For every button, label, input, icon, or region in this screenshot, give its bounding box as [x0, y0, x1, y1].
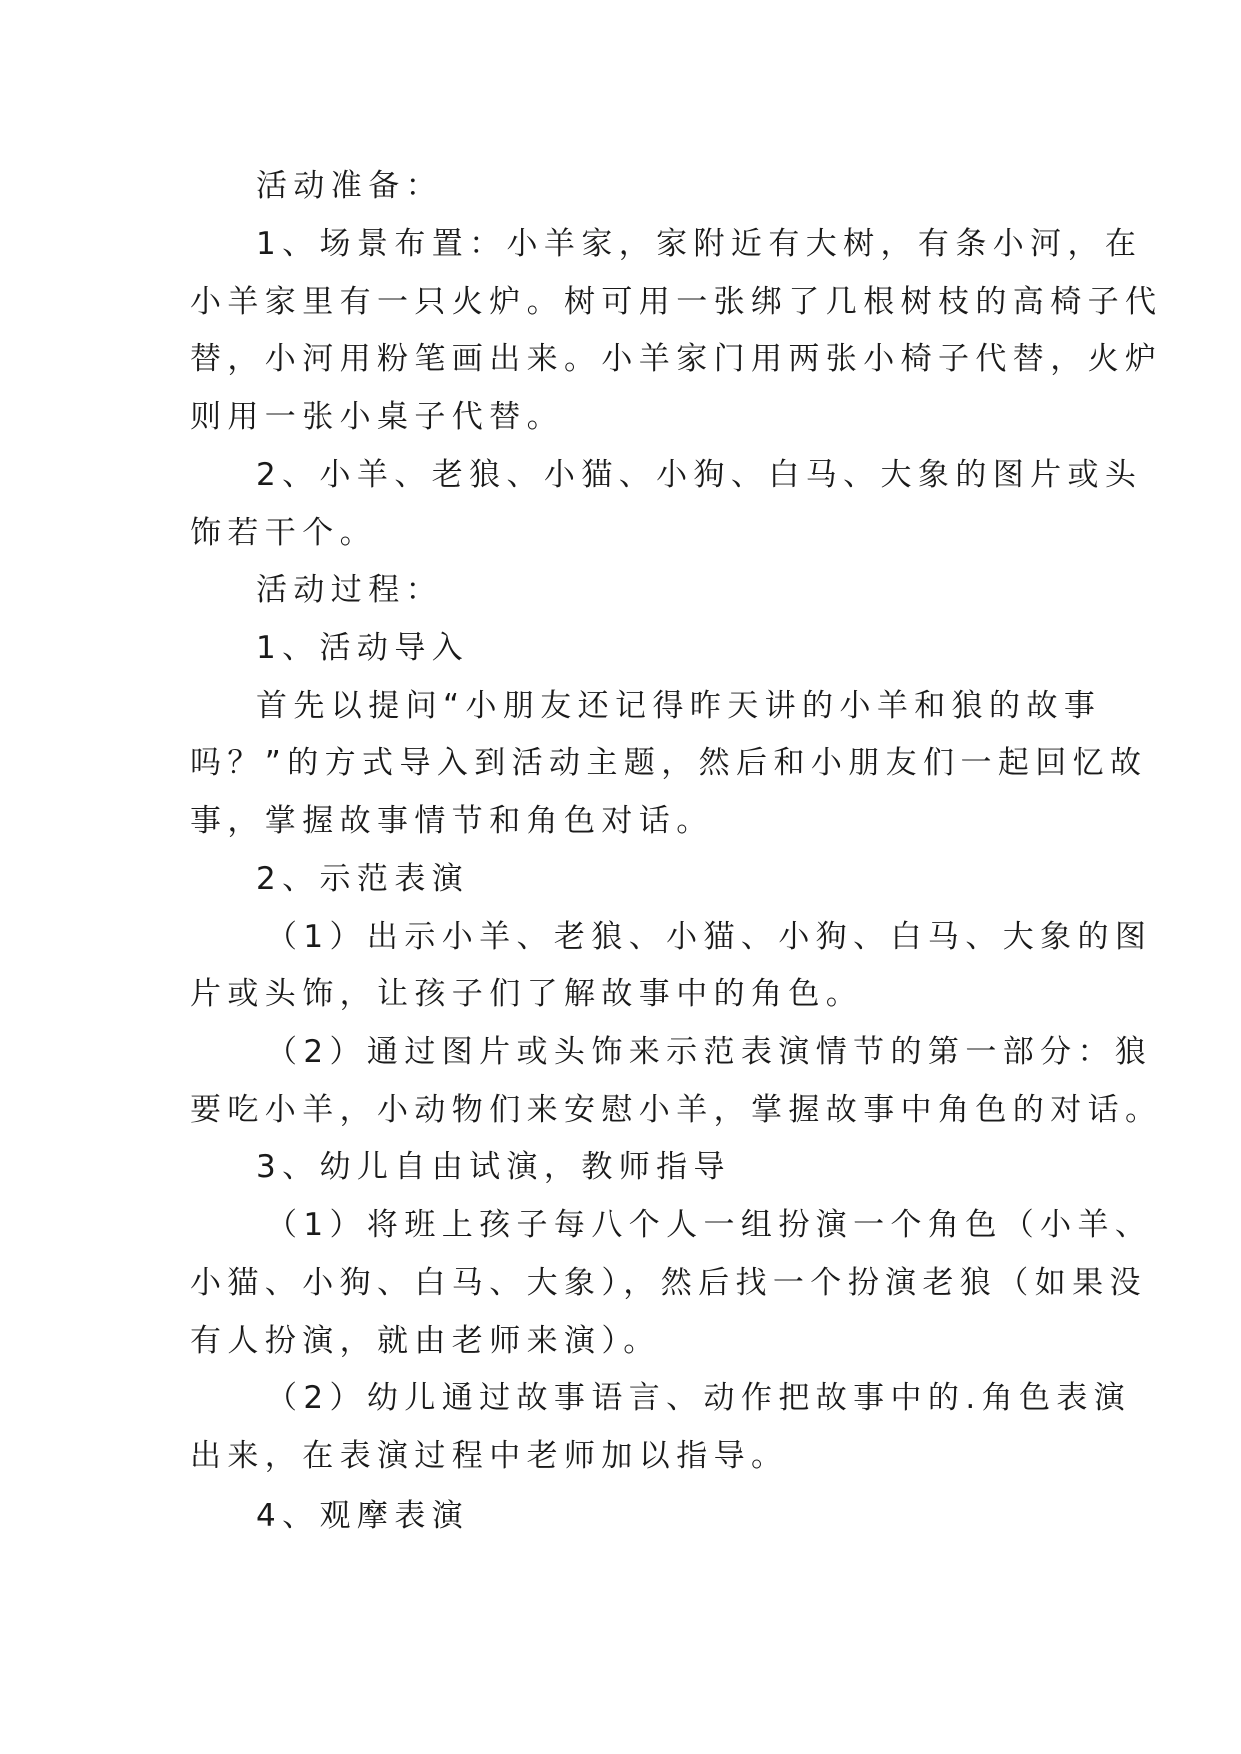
- text-line: 小猫、小狗、白马、大象），然后找一个扮演老狼（如果没: [190, 1265, 1147, 1301]
- text-line: 则用一张小桌子代替。: [190, 399, 564, 435]
- subheading-step-2: 2、示范表演: [256, 861, 470, 897]
- text-line: （2）通过图片或头饰来示范表演情节的第一部分：狼: [266, 1034, 1153, 1070]
- heading-activity-process: 活动过程：: [256, 572, 443, 608]
- text-line: 有人扮演，就由老师来演）。: [190, 1323, 661, 1359]
- text-line: 小羊家里有一只火炉。树可用一张绑了几根树枝的高椅子代: [190, 284, 1163, 320]
- text-line: 替，小河用粉笔画出来。小羊家门用两张小椅子代替，火炉: [190, 341, 1163, 377]
- text-line: 出来，在表演过程中老师加以指导。: [190, 1438, 789, 1474]
- text-line: 片或头饰，让孩子们了解故事中的角色。: [190, 976, 864, 1012]
- text-line: 要吃小羊，小动物们来安慰小羊，掌握故事中角色的对话。: [190, 1092, 1163, 1128]
- text-line: 2、小羊、老狼、小猫、小狗、白马、大象的图片或头: [256, 457, 1143, 493]
- text-line: 1、场景布置：小羊家，家附近有大树，有条小河，在: [256, 226, 1143, 262]
- text-line: 事，掌握故事情节和角色对话。: [190, 803, 714, 839]
- subheading-step-3: 3、幼儿自由试演，教师指导: [256, 1149, 731, 1185]
- subheading-step-4: 4、观摩表演: [256, 1498, 470, 1534]
- text-line: 饰若干个。: [190, 515, 377, 551]
- heading-activity-preparation: 活动准备：: [256, 168, 443, 204]
- text-line: （1）出示小羊、老狼、小猫、小狗、白马、大象的图: [266, 919, 1153, 955]
- text-line: （1）将班上孩子每八个人一组扮演一个角色（小羊、: [266, 1207, 1153, 1243]
- text-line: 吗？”的方式导入到活动主题，然后和小朋友们一起回忆故: [190, 745, 1148, 781]
- text-line: 首先以提问“小朋友还记得昨天讲的小羊和狼的故事: [256, 688, 1102, 724]
- text-line: （2）幼儿通过故事语言、动作把故事中的.角色表演: [266, 1380, 1132, 1416]
- subheading-step-1: 1、活动导入: [256, 630, 470, 666]
